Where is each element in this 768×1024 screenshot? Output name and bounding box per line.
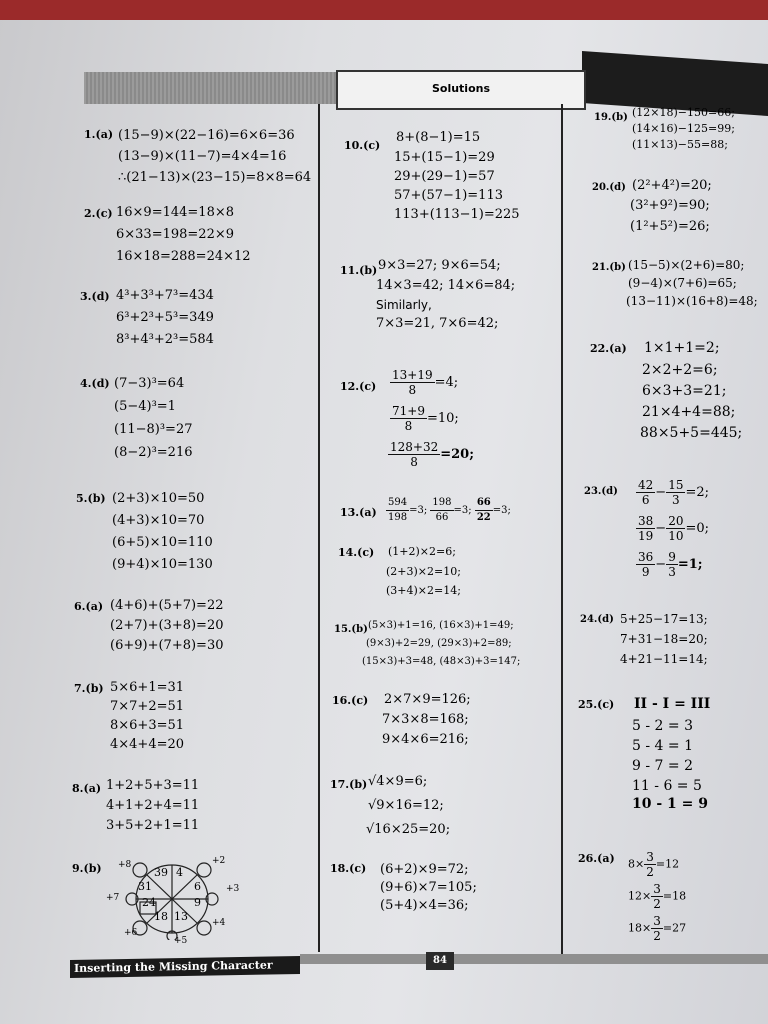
solution-line: 1×1+1=2;: [644, 340, 720, 356]
result: =1;: [677, 557, 703, 572]
fraction: [666, 514, 685, 543]
fraction-line: [628, 882, 686, 911]
fraction: [651, 882, 663, 911]
solution-line: 4³+3³+7³=434: [116, 288, 214, 303]
question-number: 11.(b): [340, 264, 378, 277]
multiplier: 18×: [628, 921, 652, 935]
solution-line: (3+4)×2=14;: [386, 584, 461, 597]
wheel-outer-label: +3: [226, 884, 240, 894]
fraction-line: [388, 440, 474, 469]
solutions-box: [336, 70, 586, 110]
wheel-cell: 18: [154, 910, 168, 923]
solution-line: 21×4+4=88;: [642, 404, 736, 420]
solution-line: 7×3=21, 7×6=42;: [376, 316, 499, 331]
wheel-cell: 39: [154, 866, 168, 879]
solution-line: 5×6+1=31: [110, 680, 185, 695]
question-number: 26.(a): [578, 852, 615, 865]
solution-line: (11×13)−55=88;: [632, 138, 728, 151]
solution-line: (9×3)+2=29, (29×3)+2=89;: [366, 638, 512, 649]
denominator: 2: [646, 865, 654, 879]
wheel-outer-label: +6: [124, 928, 138, 938]
question-number: 21.(b): [592, 262, 626, 273]
fraction: [386, 496, 409, 525]
solution-line: (15−5)×(2+6)=80;: [628, 258, 745, 272]
solution-line: 9×4×6=216;: [382, 732, 469, 747]
numerator: 20: [668, 514, 684, 528]
numerator: 594: [386, 496, 409, 511]
solution-line: (14×16)−125=99;: [632, 122, 735, 135]
wheel-outer-label: +4: [212, 918, 226, 928]
wheel-cell: 13: [174, 910, 188, 923]
numerator: 3: [653, 882, 661, 896]
question-number: 4.(d): [80, 377, 110, 390]
solution-line: 6³+2³+5³=349: [116, 310, 214, 325]
wheel-cell: 4: [176, 866, 183, 879]
numerator: 3: [653, 914, 661, 928]
solution-line: (2²+4²)=20;: [632, 178, 712, 193]
solution-line: 6×33=198=22×9: [116, 227, 235, 242]
denominator: 19: [638, 529, 654, 543]
result: =18: [662, 889, 687, 903]
solution-line: (15×3)+3=48, (48×3)+3=147;: [362, 656, 521, 667]
denominator: 198: [388, 512, 408, 523]
question-number: 15.(b): [334, 624, 368, 635]
multiplier: 8×: [628, 857, 645, 871]
fraction: [388, 440, 440, 469]
question-number: 5.(b): [76, 492, 106, 505]
wheel-outer-label: +2: [212, 856, 226, 866]
solution-line: 7×3×8=168;: [382, 712, 469, 727]
wheel-outer-label: +7: [106, 893, 120, 903]
denominator: 10: [668, 529, 684, 543]
question-number: 2.(c): [84, 207, 113, 220]
question-number: 20.(d): [592, 182, 626, 193]
solution-line: 9 - 7 = 2: [632, 758, 693, 774]
solution-line: (9−4)×(7+6)=65;: [628, 276, 737, 290]
solution-line: (5+4)×4=36;: [380, 898, 469, 913]
wheel-outer-label: +5: [174, 936, 188, 946]
denominator: 3: [668, 565, 676, 579]
column-divider-right: [561, 104, 563, 956]
solution-line: 5 - 4 = 1: [632, 738, 693, 754]
solution-line: 6×3+3=21;: [642, 383, 727, 399]
solution-line: 14×3=42; 14×6=84;: [376, 278, 516, 293]
solution-line: (13−9)×(11−7)=4×4=16: [118, 149, 287, 164]
result: =3;: [409, 505, 428, 516]
solution-line: √16×25=20;: [366, 822, 451, 837]
numerator: 15: [668, 478, 684, 492]
denominator: 8: [408, 383, 417, 397]
numerator: 36: [638, 550, 654, 564]
question-number: 9.(b): [72, 862, 102, 875]
solution-line: 3+5+2+1=11: [106, 818, 200, 833]
solution-line: (13−11)×(16+8)=48;: [626, 294, 758, 308]
solution-line: 1+2+5+3=11: [106, 778, 200, 793]
solution-line: √9×16=12;: [368, 798, 444, 813]
solution-line: (6+5)×10=110: [112, 535, 213, 550]
result: =4;: [434, 375, 459, 390]
solution-line: (12×18)−150=66;: [632, 106, 735, 119]
solution-line: 15+(15−1)=29: [394, 150, 495, 165]
solution-line: (4+6)+(5+7)=22: [110, 598, 224, 613]
solution-line: ∴(21−13)×(23−15)=8×8=64: [118, 170, 312, 185]
result: =3;: [492, 505, 511, 516]
solution-line: Similarly,: [376, 298, 432, 312]
fraction: [651, 914, 663, 943]
solution-line: 16×9=144=18×8: [116, 205, 235, 220]
result: =3;: [453, 505, 472, 516]
solution-line: 5 - 2 = 3: [632, 718, 693, 734]
fraction: [636, 478, 655, 507]
question-number: 3.(d): [80, 290, 110, 303]
question-number: 18.(c): [330, 862, 367, 875]
footer-section-title: Inserting the Missing Character: [74, 958, 273, 975]
question-number: 24.(d): [580, 614, 614, 625]
fraction: [475, 496, 493, 525]
denominator: 2: [653, 929, 661, 943]
page-title: Solutions: [431, 82, 491, 95]
fraction: [666, 478, 685, 507]
solution-line: 2×2+2=6;: [642, 362, 718, 378]
question-number: 6.(a): [74, 600, 104, 613]
wheel-cell: 31: [138, 880, 152, 893]
page-number: 84: [426, 952, 454, 970]
solution-line: (7−3)³=64: [114, 376, 185, 391]
solution-line: 8×6+3=51: [110, 718, 185, 733]
fraction-line: [390, 404, 459, 433]
question-number: 14.(c): [338, 546, 375, 559]
solution-line: √4×9=6;: [368, 774, 428, 789]
solution-line: 88×5+5=445;: [640, 425, 743, 441]
result: =10;: [426, 411, 459, 426]
numerator: 198: [430, 496, 453, 511]
solution-line: (2+3)×2=10;: [386, 565, 461, 578]
column-divider-left: [318, 104, 320, 952]
denominator: 8: [404, 419, 413, 433]
fraction-line: $\frac{38}{19}$ − $\frac{20}{10}$ =0;: [638, 514, 710, 543]
solution-line: 2×7×9=126;: [384, 692, 471, 707]
solution-line: 7+31−18=20;: [620, 632, 708, 646]
solution-line: 5+25−17=13;: [620, 612, 708, 626]
solution-line: (1²+5²)=26;: [630, 219, 710, 234]
result: =12: [655, 857, 680, 871]
numerator: 128+32: [390, 440, 439, 454]
wheel-cell: 24: [142, 896, 156, 909]
solution-line: (6+9)+(7+8)=30: [110, 638, 224, 653]
background-strip: [0, 0, 768, 20]
solution-line: 8³+4³+2³=584: [116, 332, 214, 347]
question-number: 7.(b): [74, 682, 104, 695]
solution-line: 9×3=27; 9×6=54;: [378, 258, 501, 273]
denominator: 2: [653, 897, 661, 911]
result: =0;: [685, 521, 710, 536]
numerator: 9: [668, 550, 676, 564]
footer-section: [70, 956, 300, 978]
numerator: 66: [475, 496, 493, 511]
fraction: [636, 514, 655, 543]
solution-line: (3²+9²)=90;: [630, 198, 710, 213]
question-number: 12.(c): [340, 380, 377, 393]
solution-line: 29+(29−1)=57: [394, 169, 495, 184]
solution-line: 16×18=288=24×12: [116, 249, 251, 264]
question-number: 8.(a): [72, 782, 102, 795]
question-number: 16.(c): [332, 694, 369, 707]
solution-line: (8−2)³=216: [114, 445, 193, 460]
solution-line: 4×4+4=20: [110, 737, 185, 752]
denominator: 3: [672, 493, 680, 507]
solution-line: 4+21−11=14;: [620, 652, 708, 666]
solution-line: (5×3)+1=16, (16×3)+1=49;: [368, 620, 514, 631]
solution-line: 7×7+2=51: [110, 699, 185, 714]
fraction-line: $\frac{36}{9}$ − $\frac{9}{3}$ =1;: [638, 550, 703, 579]
fraction: [644, 850, 656, 879]
solution-line: 8+(8−1)=15: [396, 130, 481, 145]
solution-line: (2+3)×10=50: [112, 491, 205, 506]
numerator: 71+9: [392, 404, 425, 418]
numerator: 13+19: [392, 368, 433, 382]
solution-line: 57+(57−1)=113: [394, 188, 503, 203]
fraction: [390, 404, 427, 433]
wheel-cell: 6: [194, 880, 201, 893]
wheel-cell: 9: [194, 896, 201, 909]
fraction-line: [390, 368, 458, 397]
fraction: [636, 550, 655, 579]
fraction-line: [628, 914, 686, 943]
denominator: 22: [476, 512, 491, 523]
numerator: 42: [638, 478, 654, 492]
solution-line: 10 - 1 = 9: [632, 796, 709, 812]
fraction-line: [628, 850, 679, 879]
solution-line: (4+3)×10=70: [112, 513, 205, 528]
question-number: 23.(d): [584, 486, 618, 497]
solution-line: (9+6)×7=105;: [380, 880, 477, 895]
fraction: [430, 496, 453, 525]
question-number: 22.(a): [590, 342, 627, 355]
result: =20;: [440, 447, 475, 462]
question-number: 10.(c): [344, 139, 381, 152]
question-number: 25.(c): [578, 698, 615, 711]
solution-line: 11 - 6 = 5: [632, 778, 702, 794]
numerator: 3: [646, 850, 654, 864]
solution-line: (2+7)+(3+8)=20: [110, 618, 224, 633]
question-number: 1.(a): [84, 128, 114, 141]
fraction: [390, 368, 435, 397]
fraction: [666, 550, 678, 579]
result: =27: [662, 921, 687, 935]
solution-line: (9+4)×10=130: [112, 557, 213, 572]
solution-line: (5−4)³=1: [114, 399, 176, 414]
solution-line: II - I = III: [634, 696, 711, 712]
multiplier: 12×: [628, 889, 652, 903]
fraction-line: [386, 496, 511, 525]
solution-line: (15−9)×(22−16)=6×6=36: [118, 128, 295, 143]
solution-line: (6+2)×9=72;: [380, 862, 469, 877]
solution-line: 4+1+2+4=11: [106, 798, 200, 813]
wheel-outer-label: +8: [118, 860, 132, 870]
denominator: 6: [641, 493, 650, 507]
denominator: 9: [641, 565, 650, 579]
solution-line: (11−8)³=27: [114, 422, 193, 437]
question-number: 13.(a): [340, 506, 377, 519]
solution-line: 113+(113−1)=225: [394, 207, 520, 222]
solution-line: (1+2)×2=6;: [388, 545, 456, 558]
fraction-line: $\frac{42}{6}$ − $\frac{15}{3}$ =2;: [638, 478, 710, 507]
question-number: 19.(b): [594, 112, 628, 123]
denominator: 66: [435, 512, 449, 523]
denominator: 8: [410, 455, 418, 469]
result: =2;: [685, 485, 710, 500]
footer-bar: [300, 954, 768, 964]
question-number: 17.(b): [330, 778, 368, 791]
numerator: 38: [638, 514, 654, 528]
